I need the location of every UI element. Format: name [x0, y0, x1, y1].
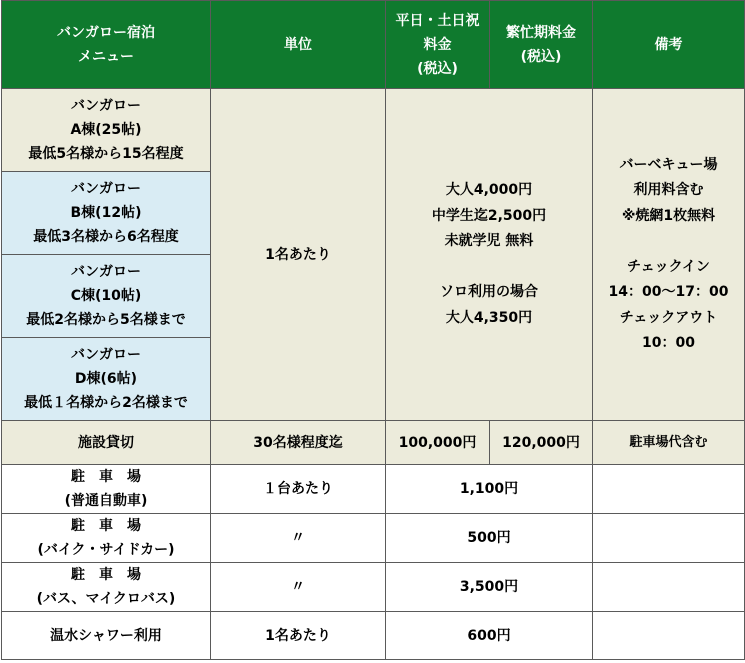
bungalow-row-a	[2, 89, 745, 172]
bungalow-b-label: バンガロー B棟(12帖) 最低3名様から6名程度	[2, 172, 211, 255]
parking-bike-row	[2, 514, 745, 563]
facility-unit: 30名様程度迄	[211, 421, 386, 465]
bungalow-d-label: バンガロー D棟(6帖) 最低１名様から2名様まで	[2, 338, 211, 421]
pricing-table	[1, 0, 745, 660]
header-notes: 備考	[593, 1, 745, 89]
parking-bike-label: 駐 車 場 (バイク・サイドカー)	[2, 514, 211, 563]
header-weekday-fee: 平日・土日祝 料金 (税込)	[386, 1, 490, 89]
bungalow-fee: 大人4,000円 中学生迄2,500円 未就学児 無料 ソロ利用の場合 大人4,350円	[386, 89, 593, 421]
header-row	[2, 1, 745, 89]
parking-bike-notes	[593, 514, 745, 563]
shower-notes	[593, 612, 745, 660]
parking-car-notes	[593, 465, 745, 514]
bungalow-c-label: バンガロー C棟(10帖) 最低2名様から5名様まで	[2, 255, 211, 338]
bungalow-unit: 1名あたり	[211, 89, 386, 421]
parking-car-fee: 1,100円	[386, 465, 593, 514]
parking-bike-unit: 〃	[211, 514, 386, 563]
parking-car-row	[2, 465, 745, 514]
parking-bus-unit: 〃	[211, 563, 386, 612]
parking-bike-fee: 500円	[386, 514, 593, 563]
facility-row	[2, 421, 745, 465]
facility-label: 施設貸切	[2, 421, 211, 465]
parking-bus-label: 駐 車 場 (バス、マイクロバス)	[2, 563, 211, 612]
parking-bus-notes	[593, 563, 745, 612]
bungalow-a-label: バンガロー A棟(25帖) 最低5名様から15名程度	[2, 89, 211, 172]
facility-weekday-fee: 100,000円	[386, 421, 490, 465]
shower-fee: 600円	[386, 612, 593, 660]
header-menu: バンガロー宿泊 メニュー	[2, 1, 211, 89]
header-unit: 単位	[211, 1, 386, 89]
parking-bus-fee: 3,500円	[386, 563, 593, 612]
parking-bus-row	[2, 563, 745, 612]
facility-peak-fee: 120,000円	[490, 421, 593, 465]
header-peak-fee: 繁忙期料金 (税込)	[490, 1, 593, 89]
shower-unit: 1名あたり	[211, 612, 386, 660]
parking-car-unit: １台あたり	[211, 465, 386, 514]
facility-notes: 駐車場代含む	[593, 421, 745, 465]
shower-label: 温水シャワー利用	[2, 612, 211, 660]
parking-car-label: 駐 車 場 (普通自動車)	[2, 465, 211, 514]
bungalow-notes: バーベキュー場 利用料含む ※焼網1枚無料 チェックイン 14：00～17：00 チェックアウト 10：00	[593, 89, 745, 421]
shower-row	[2, 612, 745, 660]
